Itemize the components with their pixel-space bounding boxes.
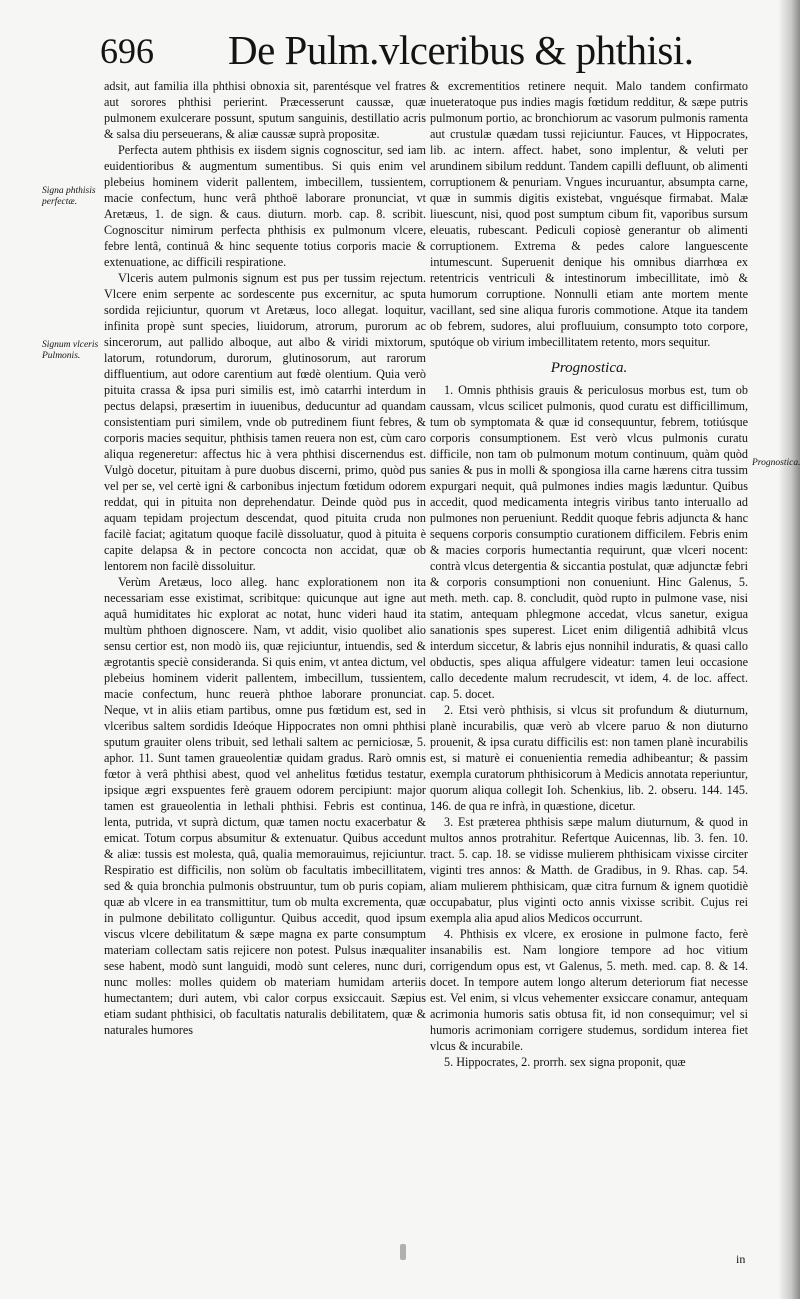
paragraph: & excrementitios retinere nequit. Malo tandem confirmato inueteratoque pus indies magis fœtidum redditur, & sæpe putris pulmonum portio, ac bronchiorum ac vasorum pulmonis ramenta aut crustulæ quædam tussi rejiciuntur. Fauces, vt Hippocrates, lib. ac intern. affect. habet, sono implentur, & veluti per arundinem sibilum reddunt. Tandem capilli defluunt, ob alimenti corruptionem & penuriam. Vngues incuruantur, absumpta carne, quæ in summis digitis existebat, vnguésque firmabat. Malæ liuescunt, nisi, quod post sumptum cibum fit, vaporibus sursum eleuatis, rubescant. Pediculi copiosè generantur ob alimenti corruptionem. Extrema & pedes calore languescente intumescunt. Superuenit denique his omnibus diarrhœa ex retentricis ventriculi & intestinorum imbecillitate, imò & humorum corruptione. Nonnulli etiam ante mortem mente vacillant, sed sine aliqua furoris commotione. Atque ita tandem ob febrem, sudores, alui profluuium, consumpto toto corpore, sputóque ob virium imbecillitatem retento, mors sequitur. xyxy=(430,79,748,349)
page-edge xyxy=(778,0,800,1299)
catchword: in xyxy=(736,1252,746,1266)
right-column xyxy=(430,78,748,1070)
running-header xyxy=(100,24,694,73)
numbered-paragraph: 2. Etsi verò phthisis, si vlcus sit profundum & diuturnum, planè incurabilis, quæ verò ab vlcere paruo & non diuturno prouenit, & ipsa curatu difficilis est: non tamen planè incurabilis est, si maturè ei conuenientia remedia adhibeantur; & passim exempla curatorum phthisicorum à Medicis annotata reperiuntur, quorum aliqua collegit Ioh. Schenkius, lib. 2. obseru. 144. 145. 146. de qua re infrà, in quæstione, dicetur. xyxy=(430,703,748,813)
numbered-paragraph: 4. Phthisis ex vlcere, ex erosione in pulmone facto, ferè insanabilis est. Nam longiore tempore ad hoc vitium corrigendum opus est, vt Galenus, 5. meth. med. cap. 8. & 14. docet. In tempore autem longo alterum deteriorum fiat necesse est. Vel enim, si vlcus vehementer exsiccare conamur, antequam acrimonia humoris satis obtusa fit, id non consequimur; vel si humoris acrimoniam corrigere studemus, sordidum interea fiet vlcus & incurabile. xyxy=(430,927,748,1053)
paragraph: Verùm Aretæus, loco alleg. hanc explorationem non ita necessariam esse existimat, scribitque: quicunque aut igne aut aquâ humiditates hic explorat ac notat, hunc videri haud ita multùm phthoen dignoscere. Nam, vt addit, visio quolibet alio sensu certior est, non modò iis, quæ rejiciuntur, intuendis, sed & ægrotantis speciè consideranda. Si quis enim, vt antea dictum, vel plebeius hominem viderit pallentem, imbecillum, tussientem, macie confectum, hunc reuerà phthoe laborare pronunciat. Neque, vt in aliis etiam partibus, omne pus fœtidum est, sed in vlceribus saltem sordidis Ideóque Hippocrates non omni phthisi sputum grauiter olens tribuit, sed lethali saltem ac perniciosæ, 5. aphor. 11. Sunt tamen graueolentiæ quidam gradus. Rarò omnis fœtor à verâ phthisi abest, quod vel anhelitus fœtidus testatur, ipsique ægri exspuentes ferè grauem odorem percipiunt: major tamen est graueolentia in lethali phthisi. Febris est continua, lenta, putrida, vt suprà dictum, quæ tamen noctu exacerbatur & emicat. Totum corpus absumitur & extenuatur. Quibus accedunt & aliæ: tussis est molesta, quâ, qualia memorauimus, rejiciuntur. Respiratio est difficilis, non solùm ob facultatis imbecillitatem, sed & quia bronchia pulmonis obstruuntur, tum ob puris copiam, quæ ab vlcere in ea transmittitur, tum ob multa excrementa, quæ in pulmone debilitato colliguntur. Quibus accedit, quod ipsum viscus vlcere debilitatum & sæpe magna ex parte consumptum materiam collectam satis rejicere non potest. Pulsus inæqualiter sese habent, modò sunt languidi, modò sunt celeres, nunc duri, nunc molles: molles quidem ob materiam humidam arteriis humectantem; duri autem, vbi calor corpus exsiccauit. Sæpius etiam sudant phthisici, ob facultatis naturalis debilitatem, quæ & naturales humores xyxy=(104,575,426,1037)
numbered-paragraph: 1. Omnis phthisis grauis & periculosus morbus est, tum ob caussam, vlcus scilicet pulmonis, quod curatu est difficillimum, tum ob symptomata & quæ id consequuntur, febrem, totiúsque corporis consumptionem. Est verò vlcus pulmonis curatu difficile, non tam ob pulmonum motum continuum, quàm quòd sanies & pus in molli & spongiosa illa carne hærens citra tussim expurgari nequit, quâ pulmones indies magis læduntur. Quibus accedit, quod medicamenta integris viribus tanto interuallo ad pulmones non perueniunt. Reddit quoque febris adjuncta & hanc sequens corporis consumptio curationem difficilem. Febris enim & macies corporis humectantia requirunt, quæ vlceri nocent: contrà vlcus detergentia & siccantia postulat, quæ adjunctæ febri & corporis consumptioni non conueniunt. Hinc Galenus, 5. meth. meth. cap. 8. concludit, quòd rupto in pulmone vase, nisi statim, antequam phlegmone accedat, vlcus sanetur, exigua sanationis spes superest. Licet enim diligentiâ adhibitâ vlcus interdum siccetur, & labris ejus nonnihil induratis, & quasi callo obductis, spes aliqua affulgere videatur: tamen leui occasione callo decedente malum recrudescit, vt idem, 4. de loc. affect. cap. 5. docet. xyxy=(430,383,748,701)
left-column xyxy=(104,78,426,1038)
ink-blot xyxy=(400,1244,406,1260)
section-heading: Prognostica. xyxy=(550,360,628,376)
margin-note-signum: Signum vlceris Pulmonis. xyxy=(42,340,99,361)
paragraph: Vlceris autem pulmonis signum est pus per tussim rejectum. Vlcere enim serpente ac sordescente pus excernitur, ac sputa sordida rejiciuntur, quorum vt Aretæus, loco allegat. loquitur, infinita propè sunt species, liuidorum, atrorum, purorum ac sincerorum, aut pallido alboque, aut albo & viridi mixtorum, latorum, rotundorum, durorum, glutinosorum, aut rarorum diffluentium, aut odore carentium aut fœdè olentium. Quia verò pituita crassa & ipsa puri similis est, imò catarrhi interdum in pectus delapsi, præsertim in iuuenibus, deducuntur ad quandam consistentiam puri similem, vnde ob putredinem fiunt febres, & corporis macies sequitur, phthisis tamen reuera non est, cùm caro aliqua regeneretur: affectus hic à vera phthisi discernendus est. Vulgò docetur, pituitam à pure duobus discerni, primo, quòd pus vel per se, vel certè igni & carbonibus injectum fœtidum odorem reddat, qui in pituita non deprehendatur. Deinde quòd pus in aquam tepidam projectum descendat, quod pituita cruda non facilè faciat; agitatum quoque facilè dissoluatur, quod à pituita è capite delapsa & in pectore concocta non accidat, quæ ob lentorem non facilè dissoluitur. xyxy=(104,271,426,573)
page-title: De Pulm.vlceribus & phthisi. xyxy=(228,27,694,73)
paragraph: adsit, aut familia illa phthisi obnoxia sit, parentésque vel fratres aut sorores phthisi perierint. Præcesserunt caussæ, quæ pulmonem exulcerare possunt, sputum sanguinis, destillatio acris & salsa diu perseuerans, & aliæ caussæ suprà propositæ. xyxy=(104,79,426,141)
page-number: 696 xyxy=(100,31,154,71)
numbered-paragraph: 5. Hippocrates, 2. prorrh. sex signa proponit, quæ xyxy=(444,1055,686,1069)
margin-note-signa: Signa phthisis perfectæ. xyxy=(42,186,96,207)
margin-note-prognostica: Prognostica. xyxy=(752,458,800,468)
paragraph: Perfecta autem phthisis ex iisdem signis cognoscitur, sed iam euidentioribus & augmentum sumentibus. Si quis enim vel plebeius hominem viderit pallentem, imbecillem, tussientem, macie confectum, hunc verâ phthoë laborare pronunciat, vt Aretæus, 1. de sign. & caus. diuturn. morb. cap. 8. scribit. Cognoscitur nimirum perfecta phthisis ex pulmonum vlcere, febre lentâ, continuâ & hinc sequente totius corporis macie & extenuatione, ac difficili respiratione. xyxy=(104,143,426,269)
numbered-paragraph: 3. Est præterea phthisis sæpe malum diuturnum, & quod in multos annos protrahitur. Refertque Auicennas, lib. 3. fen. 10. tract. 5. cap. 18. se vidisse mulierem phthisicam vixisse circiter viginti tres annos: & Matth. de Gradibus, in 9. Rhas. cap. 54. aliam mulierem phthisicam, quæ citra furnum & ignem quotidiè occupabatur, plus viginti octo annis vixisse scribit. Cujus rei exempla alia apud alios Medicos occurrunt. xyxy=(430,815,748,925)
